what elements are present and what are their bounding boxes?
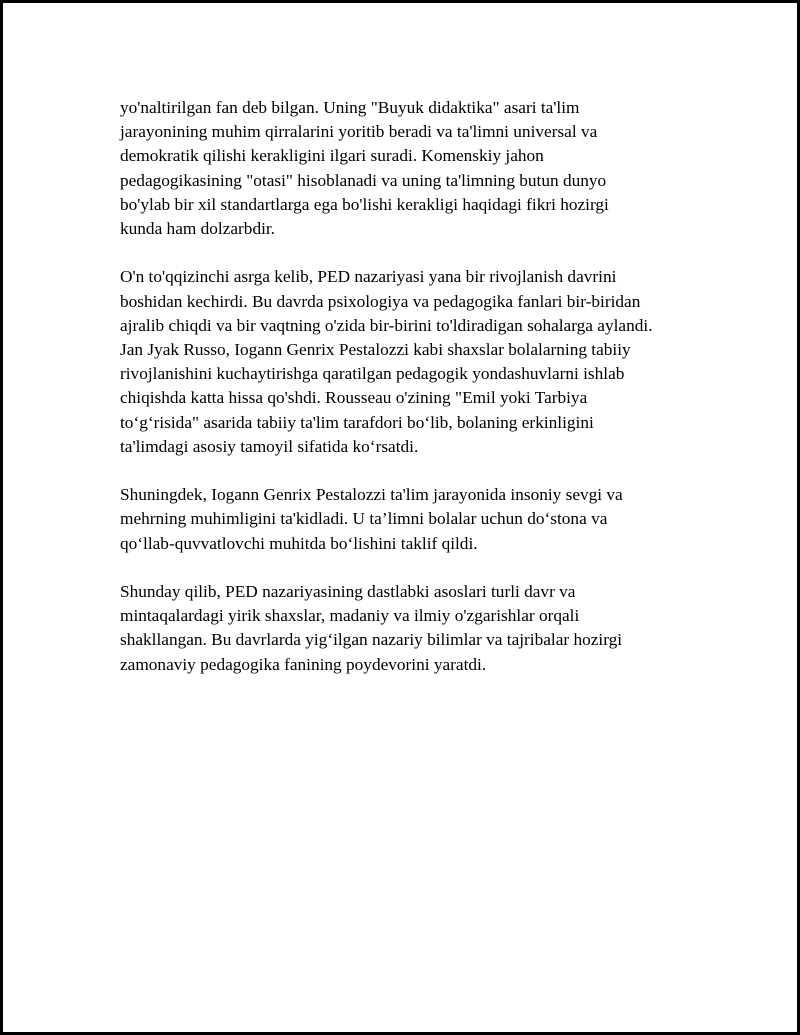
paragraph-nineteenth-century: O'n to'qqizinchi asrga kelib, PED nazariyasi yana bir rivojlanish davrini boshidan kechirdi. Bu davrda psixologiya va pedagogika fanlari bir-biridan ajralib chiqdi va bir vaqtning o'zida bir-birini to'ldiradigan sohalarga aylandi. Jan Jyak Russo, Iogann Genrix Pestalozzi kabi shaxslar bolalarning tabiiy rivojlanishini kuchaytirishga qaratilgan pedagogik yondashuvlarni ishlab chiqishda katta hissa qo'shdi. Rousseau o'zining "Emil yoki Tarbiya to‘g‘risida" asarida tabiiy ta'lim tarafdori bo‘lib, bolaning erkinligini ta'limdagi asosiy tamoyil sifatida ko‘rsatdi.: [120, 267, 653, 456]
paragraph-conclusion: Shunday qilib, PED nazariyasining dastlabki asoslari turli davr va mintaqalardagi yirik shaxslar, madaniy va ilmiy o'zgarishlar orqali shakllangan. Bu davrlarda yig‘ilgan nazariy bilimlar va tajribalar hozirgi zamonaviy pedagogika fanining poydevorini yaratdi.: [120, 582, 623, 674]
paragraph-pestalozzi: Shuningdek, Iogann Genrix Pestalozzi ta'lim jarayonida insoniy sevgi va mehrning muhimligini ta'kidladi. U ta’limni bolalar uchun do‘stona va qo‘llab-quvvatlovchi muhitda bo‘lishini taklif qildi.: [120, 485, 623, 553]
document-body: [120, 96, 720, 701]
paragraph-komenskiy: yo'naltirilgan fan deb bilgan. Uning "Buyuk didaktika" asari ta'lim jarayonining muhim qirralarini yoritib beradi va ta'limni universal va demokratik qilishi kerakligini ilgari suradi. Komenskiy jahon pedagogikasining "otasi" hisoblanadi va uning ta'limning butun dunyo bo'ylab bir xil standartlarga ega bo'lishi kerakligi haqidagi fikri hozirgi kunda ham dolzarbdir.: [120, 98, 609, 239]
